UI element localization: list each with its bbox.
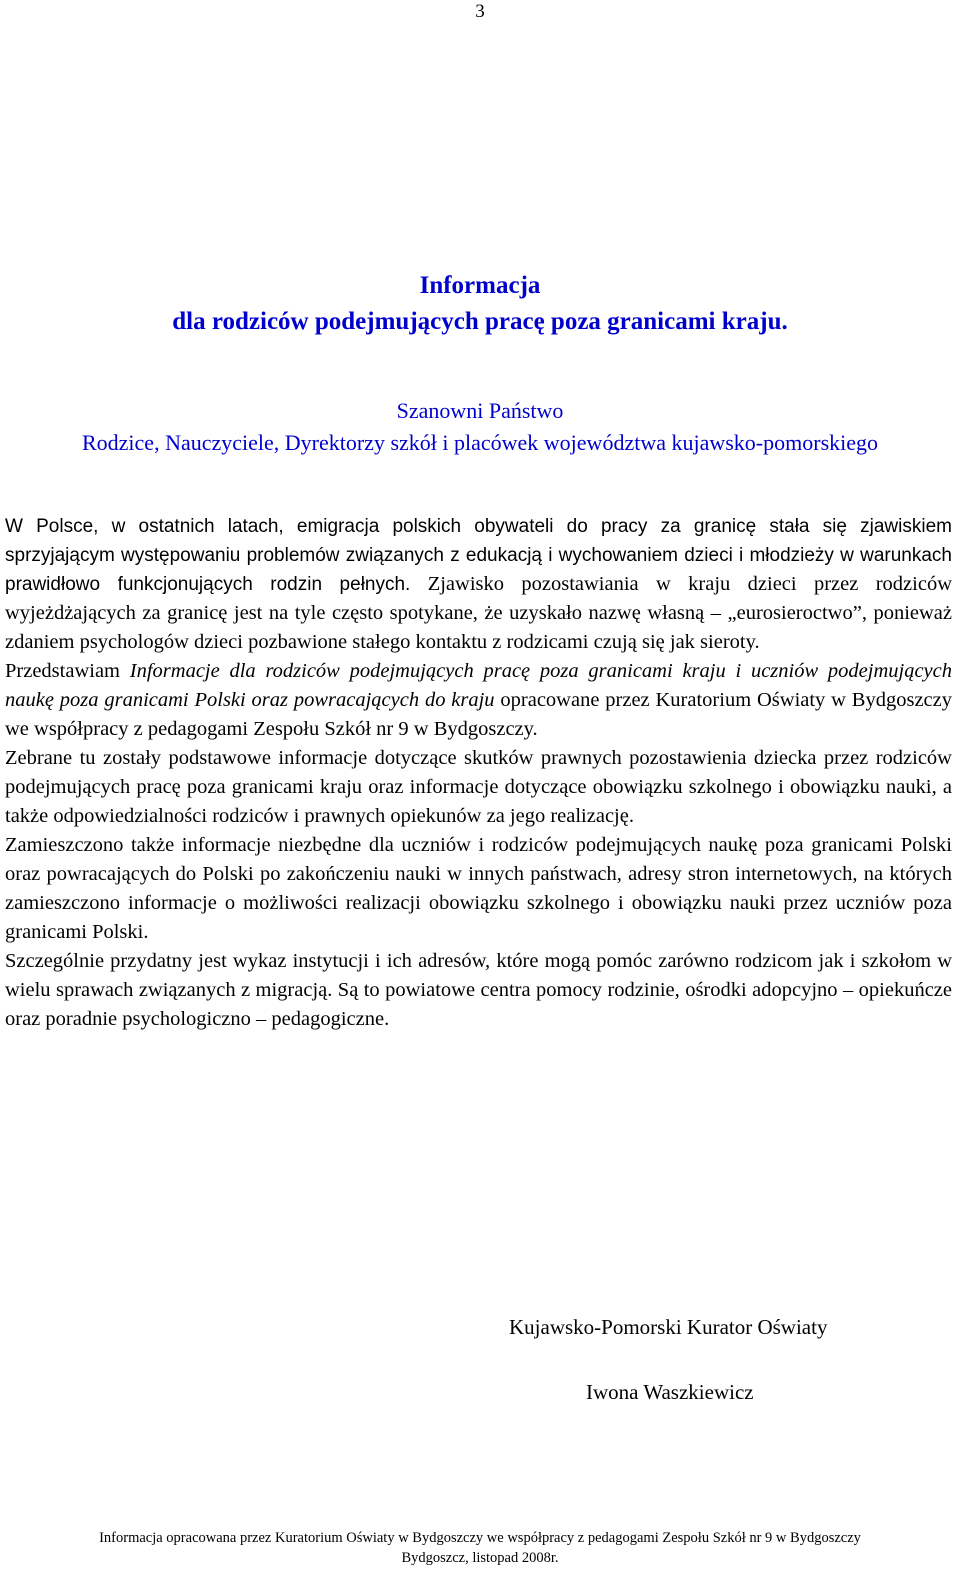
paragraph-institutions: Szczególnie przydatny jest wykaz instytucji i ich adresów, które mogą pomóc zarówno rodzicom jak i szkołom w wielu sprawach związanych z migracją. Są to powiatowe centra pomocy rodzinie, ośrodki adopcyjno – opiekuńcze oraz poradnie psychologiczno – pedagogiczne. [5, 950, 952, 1030]
body-text [5, 512, 952, 1034]
signature-name: Iwona Waszkiewicz [586, 1380, 754, 1404]
footer-credit: Informacja opracowana przez Kuratorium Oświaty w Bydgoszczy we współpracy z pedagogami Zespołu Szkół nr 9 w Bydgoszczy [99, 1530, 861, 1546]
document-title: Informacja [419, 272, 541, 299]
paragraph-presentation-end: opracowane przez Kuratorium Oświaty w Bydgoszczy we współpracy z pedagogami Zespołu Szkół nr 9 w Bydgoszczy. [5, 689, 952, 740]
salutation-greeting: Szanowni Państwo [396, 398, 564, 423]
paragraph-presentation-italic: Informacje dla rodziców podejmujących pracę poza granicami kraju i uczniów podejmujących naukę poza granicami Polski oraz powracających do kraju [5, 660, 952, 711]
paragraph-intro [5, 512, 952, 657]
paragraph-additional-info: Zamieszczono także informacje niezbędne dla uczniów i rodziców podejmujących naukę poza granicami Polski oraz powracających do Polski po zakończeniu nauki w innych państwach, adresy stron internetowych, na których zamieszczono informacje o możliwości realizacji obowiązku szkolnego i obowiązku nauki przez uczniów poza granicami Polski. [5, 834, 952, 943]
paragraph-contents: Zebrane tu zostały podstawowe informacje dotyczące skutków prawnych pozostawienia dziecka przez rodziców podejmujących pracę poza granicami kraju oraz informacje dotyczące obowiązku szkolnego i obowiązku nauki, a także odpowiedzialności rodziców i prawnych opiekunów za jego realizację. [5, 747, 952, 827]
paragraph-presentation-start: Przedstawiam [5, 660, 130, 682]
paragraph-intro-sans: W Polsce, w ostatnich latach, emigracja polskich obywateli do pracy za granicę stała się zjawiskiem sprzyjającym występowaniu problemów związanych z edukacją i wychowaniem dzieci i młodzieży w warunkach prawidłowo funkcjonujących rodzin pełnych. [5, 516, 952, 595]
paragraph-intro-serif: Zjawisko pozostawiania w kraju dzieci przez rodziców wyjeżdżających za granicę jest na tyle często spotykane, że uzyskało nazwę własną – „eurosieroctwo”, ponieważ zdaniem psychologów dzieci pozbawione stałego kontaktu z rodzicami czują się jak sieroty. [5, 573, 952, 653]
footer-date: Bydgoszcz, listopad 2008r. [401, 1550, 559, 1566]
salutation-recipients: Rodzice, Nauczyciele, Dyrektorzy szkół i placówek województwa kujawsko-pomorskiego [81, 430, 879, 455]
paragraph-presentation [5, 657, 952, 744]
signature-role: Kujawsko-Pomorski Kurator Oświaty [509, 1315, 828, 1339]
document-subtitle: dla rodziców podejmujących pracę poza granicami kraju. [172, 308, 788, 335]
page-number: 3 [475, 1, 485, 22]
